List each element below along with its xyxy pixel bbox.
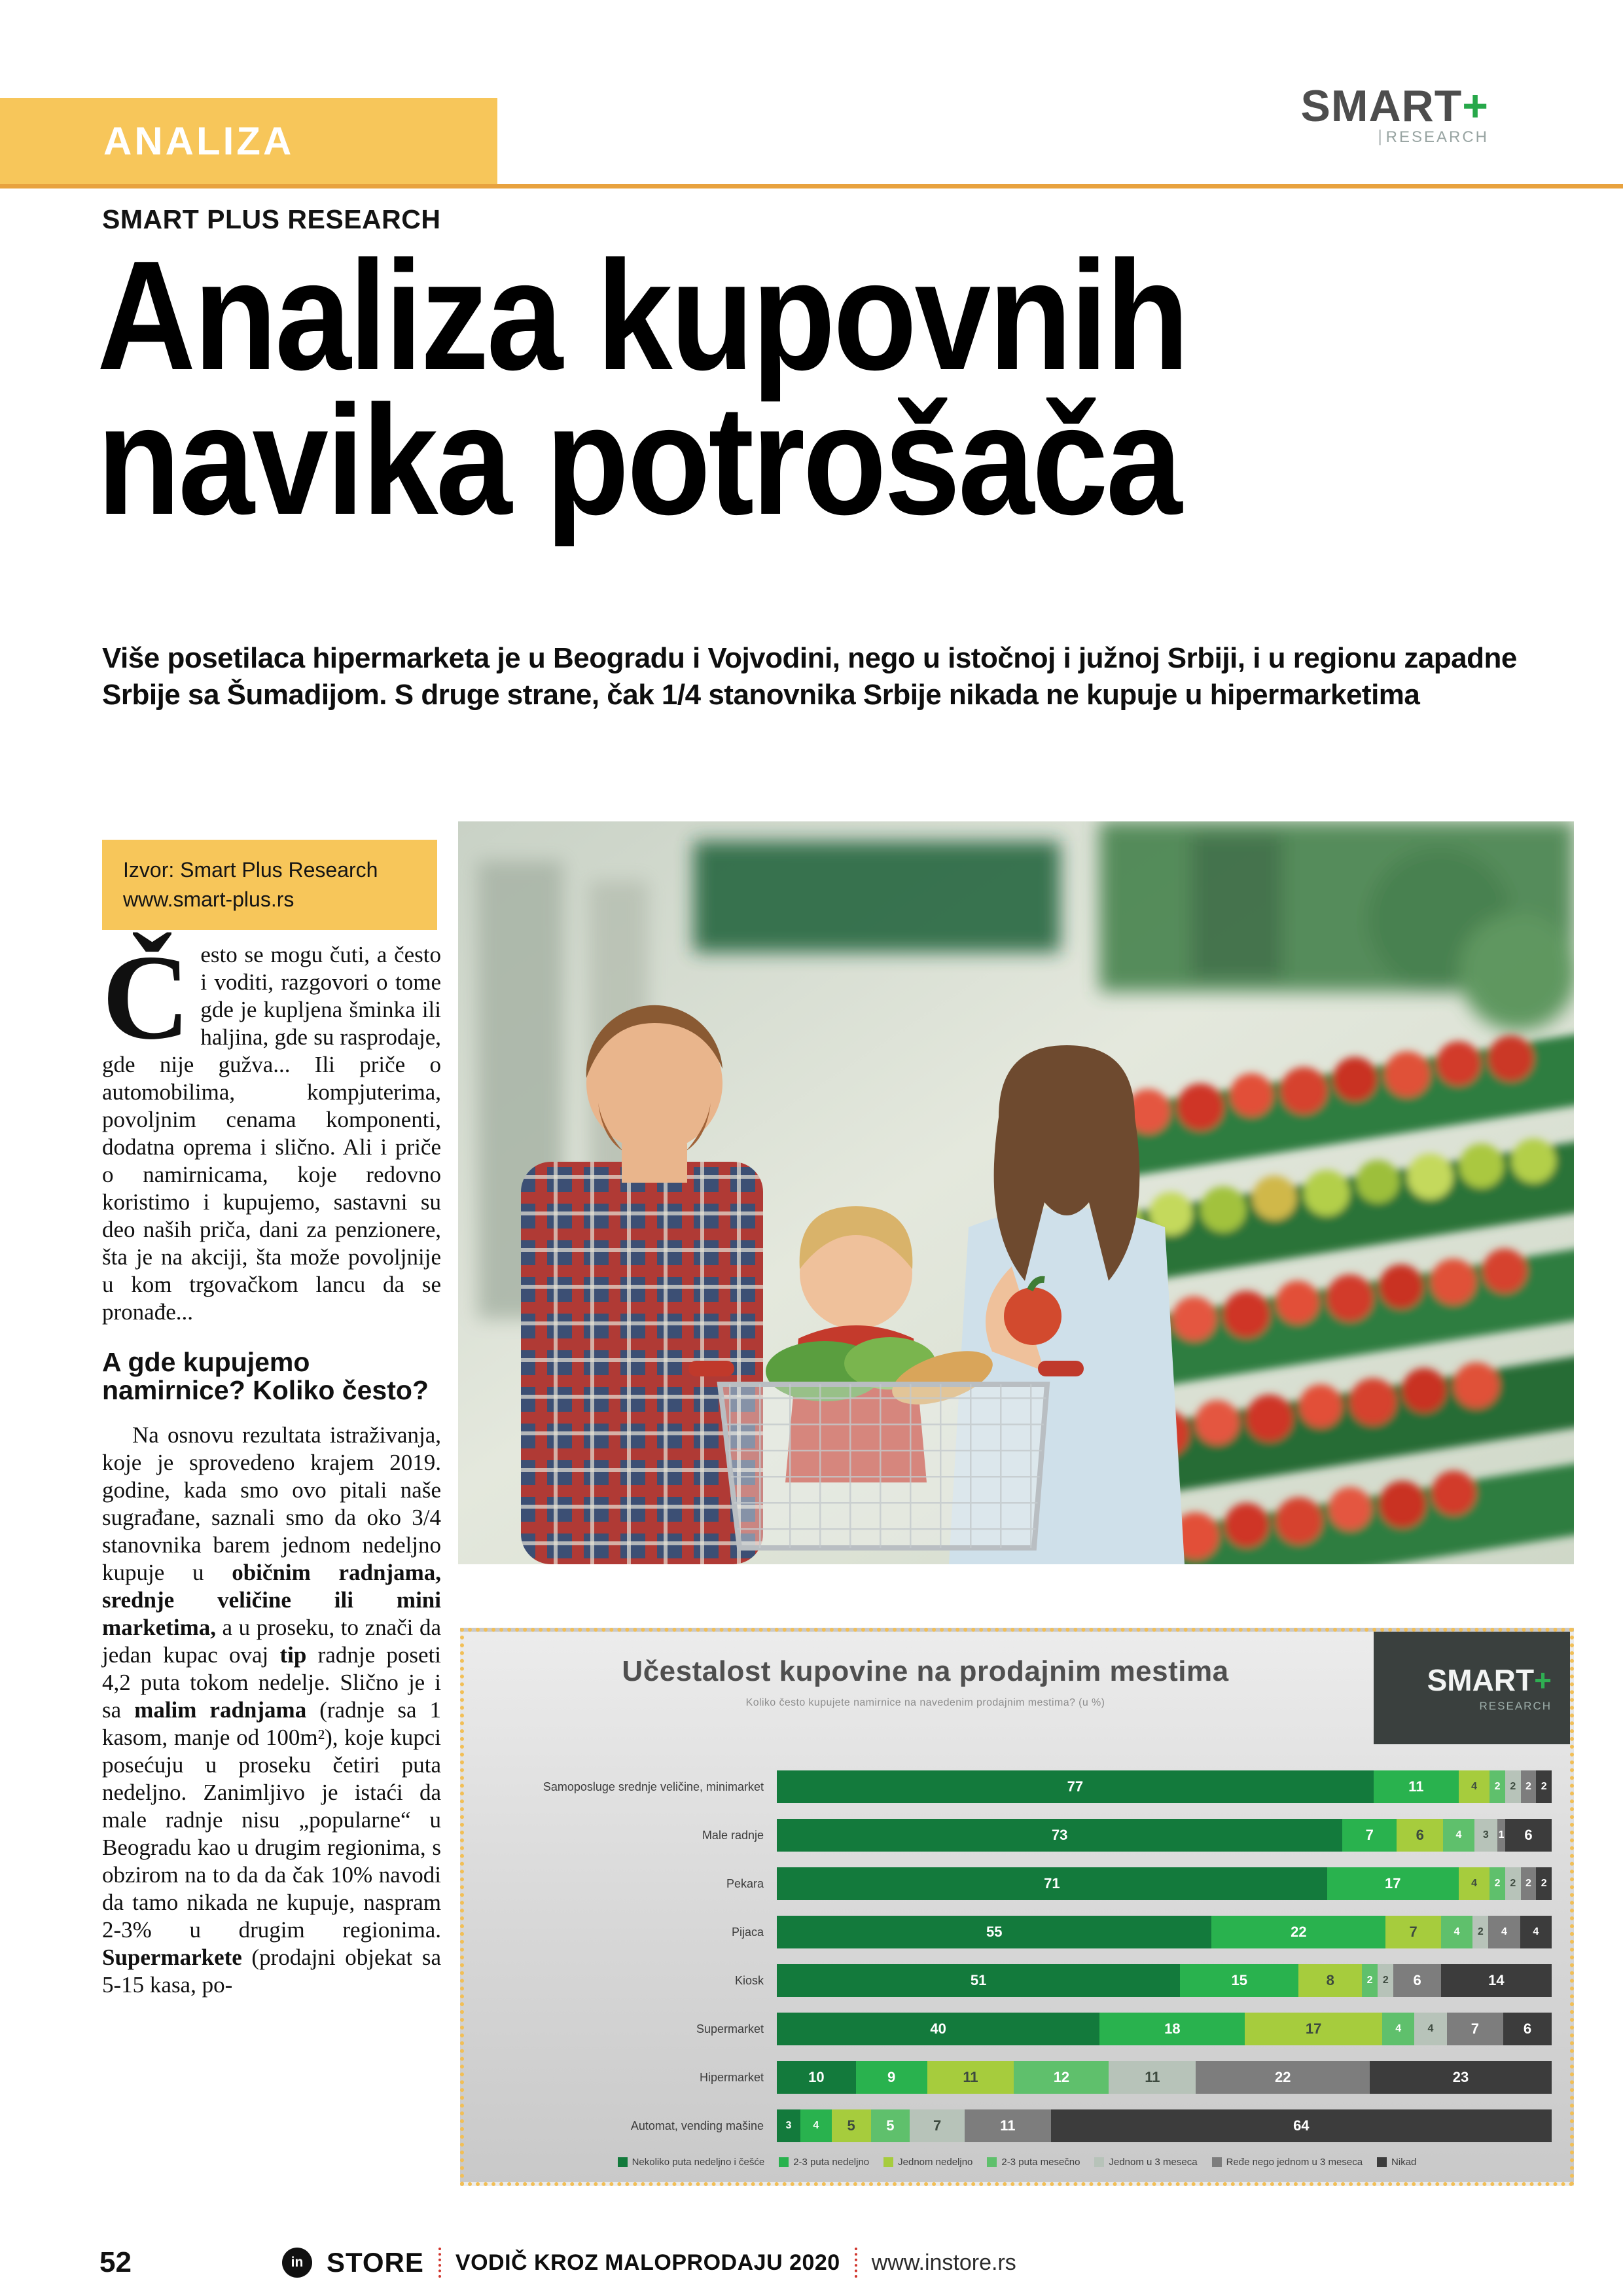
- chart-row: [482, 1819, 1552, 1852]
- bar-segment: [777, 1964, 1180, 1997]
- chart-rows: [482, 1770, 1552, 2158]
- text-run: radnje poseti 4,2 puta tokom nedelje. Slično je i sa: [102, 1642, 441, 1723]
- smart-plus-logo: [1299, 81, 1489, 146]
- bar-segment: [1441, 1964, 1552, 1997]
- bar-segment-value: 15: [1231, 1972, 1247, 1988]
- bar-segment-value: 5: [886, 2117, 895, 2134]
- paragraph-1-text: esto se mogu čuti, a često i voditi, razgovori o tome gde je kupljena šminka ili haljina, gde su rasprodaje, gde nije gužva... Ili priče o automobilima, kompjuterima, povoljnim cenama komponenti, dodatna oprema i slično. Ali i priče o namirnicama, koje redovno koristimo i kupujemo, sastavni su deo naših priča, dani za penzionere, šta je na akciji, šta može povoljnije u kom trgovačkom lancu da se pronađe...: [102, 942, 441, 1325]
- text-run: (prodajni objekat sa 5-15 kasa, po-: [102, 1945, 441, 1998]
- bar-segment: [1109, 2061, 1196, 2094]
- bar-segment: [1370, 2061, 1552, 2094]
- legend-label: Jednom u 3 meseca: [1109, 2157, 1198, 2168]
- legend-label: Jednom nedeljno: [898, 2157, 973, 2168]
- text-run: Na osnovu rezultata istraživanja, koje je sprovedeno krajem 2019. godine, kada smo ovo pitali naše sugrađane, saznali smo da oko 3/4 stanovnika barem jednom nedeljno kupuje u: [102, 1422, 441, 1586]
- legend-item: [1212, 2157, 1363, 2168]
- legend-swatch-icon: [1377, 2157, 1387, 2167]
- stacked-bar: [777, 1770, 1552, 1803]
- bar-segment: [1342, 1819, 1397, 1852]
- article-subhead: A gde kupujemo namirnice? Koliko često?: [102, 1347, 429, 1406]
- bar-segment-value: 1: [1498, 1829, 1505, 1840]
- legend-item: [1377, 2157, 1416, 2168]
- bar-segment-value: 22: [1291, 1924, 1307, 1940]
- supermarket-scene-graphic: [458, 821, 1574, 1564]
- bar-segment: [1503, 2013, 1552, 2045]
- chart-logo-plus-icon: +: [1534, 1662, 1552, 1697]
- bar-segment-value: 2: [1366, 1975, 1373, 1986]
- bar-segment-value: 8: [1326, 1972, 1334, 1988]
- bar-segment-value: 2: [1541, 1781, 1547, 1792]
- guide-title: VODIČ KROZ MALOPRODAJU 2020: [455, 2250, 840, 2275]
- bar-segment-value: 11: [1000, 2117, 1016, 2134]
- drop-cap: Č: [102, 930, 190, 1065]
- source-url: www.smart-plus.rs: [123, 887, 294, 911]
- bar-segment: [1443, 1819, 1474, 1852]
- article-body-column: [102, 930, 441, 1999]
- bar-segment: [1489, 1867, 1505, 1900]
- bar-segment-value: 6: [1416, 1827, 1424, 1843]
- stacked-bar: [777, 1867, 1552, 1900]
- bar-segment-value: 7: [1409, 1924, 1418, 1940]
- bar-segment-value: 4: [1455, 1829, 1462, 1840]
- legend-swatch-icon: [987, 2157, 997, 2167]
- bar-segment: [777, 1770, 1374, 1803]
- bar-segment-value: 2: [1382, 1975, 1389, 1986]
- bar-segment-value: 18: [1164, 2020, 1181, 2037]
- bar-segment-value: 51: [970, 1972, 987, 1988]
- stacked-bar: [777, 2013, 1552, 2045]
- bar-segment: [1393, 1964, 1440, 1997]
- section-banner-label: ANALIZA: [103, 119, 294, 163]
- legend-label: 2-3 puta nedeljno: [793, 2157, 870, 2168]
- stacked-bar: [777, 1916, 1552, 1948]
- legend-item: [987, 2157, 1080, 2168]
- bar-segment-value: 11: [1408, 1778, 1424, 1795]
- bar-segment: [777, 2109, 800, 2142]
- headline-line-2: navika potrošača: [97, 374, 1180, 548]
- bar-segment: [910, 2109, 965, 2142]
- chart-row: [482, 1916, 1552, 1948]
- chart-smart-plus-logo: [1374, 1632, 1570, 1744]
- bar-segment: [1378, 1964, 1393, 1997]
- legend-swatch-icon: [1094, 2157, 1104, 2167]
- bar-segment-value: 73: [1051, 1827, 1068, 1843]
- chart-category-label: Male radnje: [702, 1828, 764, 1842]
- bar-segment-value: 4: [1427, 2023, 1434, 2034]
- paragraph-1: [102, 930, 441, 1326]
- bar-segment: [1374, 1770, 1459, 1803]
- bar-segment-value: 22: [1274, 2069, 1291, 2085]
- chart-category-label: Automat, vending mašine: [630, 2119, 764, 2132]
- bar-segment-value: 14: [1488, 1972, 1505, 1988]
- bar-segment-value: 17: [1305, 2020, 1322, 2037]
- bar-segment-value: 4: [813, 2120, 819, 2131]
- bar-segment-value: 2: [1525, 1878, 1531, 1889]
- bar-segment: [1459, 1770, 1489, 1803]
- bar-segment-value: 7: [1365, 1827, 1374, 1843]
- legend-item: [618, 2157, 765, 2168]
- bar-segment-value: 12: [1053, 2069, 1070, 2085]
- bar-segment-value: 23: [1452, 2069, 1469, 2085]
- stacked-bar: [777, 1819, 1552, 1852]
- chart-row: [482, 2109, 1552, 2142]
- legend-label: Ređe nego jednom u 3 meseca: [1226, 2157, 1363, 2168]
- chart-title: Učestalost kupovine na prodajnim mestima: [622, 1655, 1229, 1687]
- legend-swatch-icon: [779, 2157, 789, 2167]
- source-box: [102, 840, 437, 930]
- bar-segment: [1474, 1819, 1498, 1852]
- bar-segment: [927, 2061, 1014, 2094]
- stacked-bar: [777, 1964, 1552, 1997]
- bar-segment: [1382, 2013, 1414, 2045]
- bar-segment-value: 10: [808, 2069, 825, 2085]
- section-banner: [0, 98, 497, 184]
- text-run: a u proseku, to znači da jedan kupac ovaj: [102, 1615, 441, 1668]
- bar-segment: [1441, 1916, 1472, 1948]
- bar-segment-value: 11: [963, 2069, 978, 2085]
- bar-segment-value: 3: [1482, 1829, 1489, 1840]
- bar-segment: [777, 2013, 1099, 2045]
- bar-segment: [1459, 1867, 1489, 1900]
- magazine-name: STORE: [326, 2247, 424, 2278]
- article-photo: [458, 821, 1574, 1564]
- bar-segment: [1362, 1964, 1378, 1997]
- bar-segment-value: 77: [1067, 1778, 1084, 1795]
- bar-segment: [777, 1867, 1327, 1900]
- legend-label: Nekoliko puta nedeljno i češće: [632, 2157, 765, 2168]
- logo-research-text: RESEARCH: [1379, 130, 1489, 145]
- bar-segment-value: 17: [1385, 1875, 1401, 1892]
- frequency-chart: [460, 1628, 1574, 2186]
- bar-segment: [1414, 2013, 1446, 2045]
- bold-run: tip: [279, 1642, 307, 1668]
- bar-segment: [1196, 2061, 1370, 2094]
- bar-segment: [1099, 2013, 1245, 2045]
- logo-smart-text: SMART: [1300, 81, 1463, 131]
- instore-logo-icon: in: [282, 2248, 312, 2278]
- chart-row: [482, 1964, 1552, 1997]
- bar-segment: [1505, 1867, 1521, 1900]
- legend-item: [1094, 2157, 1197, 2168]
- bar-segment: [1505, 1819, 1552, 1852]
- bar-segment: [871, 2109, 910, 2142]
- bar-segment: [832, 2109, 871, 2142]
- bar-segment-value: 2: [1494, 1781, 1501, 1792]
- bar-segment: [777, 1916, 1211, 1948]
- chart-category-label: Supermarket: [696, 2022, 764, 2036]
- bar-segment: [1520, 1916, 1552, 1948]
- bar-segment: [1180, 1964, 1298, 1997]
- source-line: Izvor: Smart Plus Research: [123, 858, 378, 882]
- bar-segment: [777, 2061, 856, 2094]
- chart-row: [482, 1770, 1552, 1803]
- article-headline: [97, 229, 1187, 548]
- legend-swatch-icon: [1212, 2157, 1222, 2167]
- paragraph-2: [102, 1422, 441, 1999]
- bar-segment-value: 2: [1510, 1878, 1516, 1889]
- bar-segment-value: 4: [1454, 1926, 1460, 1937]
- legend-label: 2-3 puta mesečno: [1001, 2157, 1080, 2168]
- bar-segment: [1211, 1916, 1385, 1948]
- chart-category-label: Samoposluge srednje veličine, minimarket: [543, 1780, 764, 1793]
- stacked-bar: [777, 2109, 1552, 2142]
- bar-segment: [856, 2061, 927, 2094]
- bar-segment-value: 9: [887, 2069, 896, 2085]
- stacked-bar: [777, 2061, 1552, 2094]
- bar-segment-value: 4: [1533, 1926, 1539, 1937]
- bar-segment-value: 7: [933, 2117, 942, 2134]
- divider-rule: [0, 184, 1623, 188]
- chart-category-label: Pekara: [726, 1876, 764, 1890]
- bold-run: malim radnjama: [134, 1697, 307, 1723]
- bar-segment: [1488, 1916, 1520, 1948]
- kicker-subtitle: SMART PLUS RESEARCH: [102, 204, 441, 234]
- bar-segment: [1472, 1916, 1488, 1948]
- bar-segment-value: 4: [1471, 1878, 1478, 1889]
- bar-segment-value: 2: [1541, 1878, 1547, 1889]
- bar-segment: [1298, 1964, 1362, 1997]
- legend-swatch-icon: [883, 2157, 893, 2167]
- bar-segment-value: 2: [1510, 1781, 1516, 1792]
- legend-label: Nikad: [1391, 2157, 1417, 2168]
- bar-segment: [800, 2109, 832, 2142]
- bar-segment-value: 4: [1501, 1926, 1507, 1937]
- bar-segment-value: 64: [1293, 2117, 1310, 2134]
- bar-segment: [1536, 1770, 1552, 1803]
- footer-separator: [855, 2248, 857, 2278]
- bar-segment-value: 71: [1044, 1875, 1060, 1892]
- bold-run: Supermarkete: [102, 1945, 242, 1971]
- bar-segment: [1497, 1819, 1505, 1852]
- chart-logo-smart-text: SMART: [1427, 1662, 1535, 1697]
- headline-line-1: Analiza kupovnih: [97, 229, 1187, 403]
- page-footer: [0, 2240, 1623, 2286]
- bar-segment-value: 40: [930, 2020, 946, 2037]
- bar-segment: [1521, 1867, 1537, 1900]
- bar-segment: [1489, 1770, 1505, 1803]
- legend-item: [779, 2157, 869, 2168]
- bar-segment: [1505, 1770, 1521, 1803]
- bar-segment-value: 2: [1477, 1926, 1484, 1937]
- text-run: (radnje sa 1 kasom, manje od 100m²), koje kupci posećuju u proseku četiri puta nedeljno. Zanimljivo je istaći da male radnje nisu „popularne“ u Beogradu kao u drugim regionima, s obzirom na to da da čak 10% navodi da tamo nikada ne kupuje, naspram 2-3% u drugim regionima.: [102, 1697, 441, 1943]
- bar-segment: [1051, 2109, 1552, 2142]
- bar-segment-value: 3: [785, 2120, 792, 2131]
- chart-logo-research-text: RESEARCH: [1479, 1699, 1552, 1712]
- chart-subtitle: Koliko često kupujete namirnice na navedenim prodajnim mestima? (u %): [745, 1697, 1105, 1708]
- bar-segment: [1536, 1867, 1552, 1900]
- page-number: 52: [99, 2246, 132, 2278]
- chart-row: [482, 2061, 1552, 2094]
- bar-segment-value: 6: [1523, 2020, 1532, 2037]
- chart-category-label: Hipermarket: [699, 2070, 764, 2084]
- legend-item: [883, 2157, 972, 2168]
- bar-segment-value: 5: [847, 2117, 855, 2134]
- bar-segment-value: 7: [1471, 2020, 1479, 2037]
- bar-segment-value: 2: [1525, 1781, 1531, 1792]
- bar-segment: [1385, 1916, 1441, 1948]
- bar-segment-value: 2: [1494, 1878, 1501, 1889]
- bar-segment-value: 4: [1471, 1781, 1478, 1792]
- chart-category-label: Pijaca: [731, 1925, 764, 1939]
- bar-segment: [777, 1819, 1342, 1852]
- bar-segment: [1014, 2061, 1109, 2094]
- chart-category-label: Kiosk: [734, 1973, 764, 1987]
- chart-legend: [477, 2157, 1557, 2168]
- website-text: www.instore.rs: [871, 2250, 1016, 2275]
- footer-separator: [438, 2248, 441, 2278]
- bar-segment: [1521, 1770, 1537, 1803]
- bar-segment: [1397, 1819, 1443, 1852]
- bar-segment: [1245, 2013, 1382, 2045]
- bar-segment: [1327, 1867, 1459, 1900]
- bar-segment-value: 11: [1145, 2069, 1160, 2085]
- bar-segment: [1447, 2013, 1503, 2045]
- chart-row: [482, 2013, 1552, 2045]
- legend-swatch-icon: [618, 2157, 628, 2167]
- bar-segment: [965, 2109, 1051, 2142]
- bar-segment-value: 4: [1395, 2023, 1402, 2034]
- bar-segment-value: 6: [1524, 1827, 1533, 1843]
- bold-run: običnim radnjama, srednje veličine ili mini marketima,: [102, 1560, 441, 1641]
- chart-row: [482, 1867, 1552, 1900]
- bar-segment-value: 55: [986, 1924, 1003, 1940]
- logo-plus-icon: +: [1462, 81, 1489, 131]
- bar-segment-value: 6: [1413, 1972, 1421, 1988]
- article-lead: Više posetilaca hipermarketa je u Beogradu i Vojvodini, nego u istočnoj i južnoj Srbiji, i u regionu zapadne Srbije sa Šumadijom. S druge strane, čak 1/4 stanovnika Srbije nikada ne kupuje u hipermarketima: [102, 642, 1517, 711]
